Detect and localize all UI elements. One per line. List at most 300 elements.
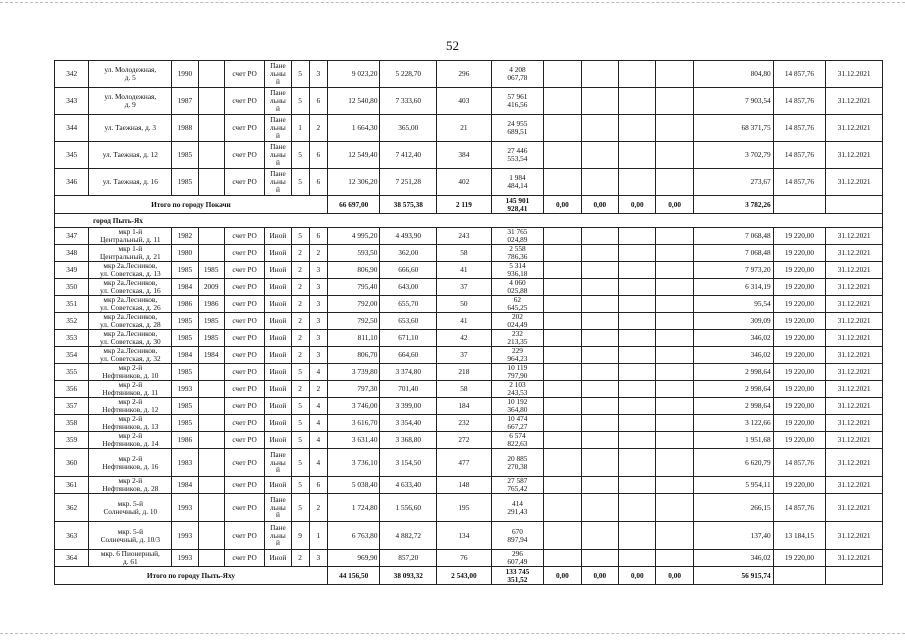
table-cell: счет РО: [224, 381, 264, 398]
table-cell: [198, 61, 224, 88]
table-cell: [656, 279, 693, 296]
table-cell: 2: [291, 550, 309, 567]
table-cell: счет РО: [224, 169, 264, 196]
table-cell: [544, 449, 581, 477]
table-cell: [198, 88, 224, 115]
table-row: [55, 432, 883, 449]
table-cell: счет РО: [224, 477, 264, 494]
table-cell: 670 897,94: [491, 522, 544, 550]
table-cell: мкр 2-й Нефтяников, д. 10: [89, 364, 172, 381]
table-cell: [581, 381, 618, 398]
table-cell: 266,15: [693, 494, 773, 522]
table-cell: [619, 142, 656, 169]
table-cell: 1 724,80: [327, 494, 380, 522]
table-cell: [581, 550, 618, 567]
table-cell: 5: [291, 61, 309, 88]
table-cell: [619, 347, 656, 364]
table-cell: 3: [309, 296, 327, 313]
table-cell: 19 220,00: [773, 296, 826, 313]
table-row: [55, 477, 883, 494]
table-cell: [544, 296, 581, 313]
table-cell: 31.12.2021: [826, 313, 883, 330]
table-cell: [656, 262, 693, 279]
total-cell: [773, 567, 826, 585]
total-cell: 2 543,00: [437, 567, 492, 585]
table-cell: 2: [291, 296, 309, 313]
table-cell: 811,10: [327, 330, 380, 347]
table-cell: 14 857,76: [773, 449, 826, 477]
total-cell: 66 697,00: [327, 196, 380, 214]
table-cell: мкр 2а.Лесников, ул. Советская, д. 26: [89, 296, 172, 313]
table-cell: Иной: [265, 415, 291, 432]
table-cell: 1: [291, 115, 309, 142]
table-cell: 3: [309, 313, 327, 330]
table-cell: 7 973,20: [693, 262, 773, 279]
table-cell: 4 493,90: [380, 228, 437, 245]
table-cell: [544, 494, 581, 522]
table-cell: Иной: [265, 228, 291, 245]
table-cell: 363: [55, 522, 89, 550]
table-row: [55, 550, 883, 567]
table-cell: счет РО: [224, 415, 264, 432]
table-cell: 5 228,70: [380, 61, 437, 88]
table-cell: 2 558 786,36: [491, 245, 544, 262]
table-cell: 4: [309, 432, 327, 449]
table-row: [55, 228, 883, 245]
table-cell: мкр 2а.Лесников, ул. Советская, д. 32: [89, 347, 172, 364]
table-cell: 1987: [172, 88, 198, 115]
table-cell: 14 857,76: [773, 169, 826, 196]
table-cell: 31 765 024,89: [491, 228, 544, 245]
table-cell: 3 616,70: [327, 415, 380, 432]
scan-edge-top: [0, 2, 905, 3]
table-cell: [198, 522, 224, 550]
table-cell: 795,40: [327, 279, 380, 296]
table-row: [55, 415, 883, 432]
table-cell: 296: [437, 61, 492, 88]
table-cell: Иной: [265, 279, 291, 296]
total-cell: 0,00: [544, 196, 581, 214]
table-cell: [198, 398, 224, 415]
table-cell: 969,90: [327, 550, 380, 567]
table-cell: 1986: [172, 296, 198, 313]
table-cell: 31.12.2021: [826, 330, 883, 347]
table-cell: 19 220,00: [773, 477, 826, 494]
table-cell: [619, 449, 656, 477]
table-cell: 6: [309, 142, 327, 169]
table-cell: Иной: [265, 262, 291, 279]
table-cell: [656, 61, 693, 88]
table-cell: 384: [437, 142, 492, 169]
table-row: [55, 398, 883, 415]
table-cell: Пане льны й: [265, 449, 291, 477]
table-cell: 1985: [198, 330, 224, 347]
table-cell: 148: [437, 477, 492, 494]
table-cell: 3 736,10: [327, 449, 380, 477]
table-cell: [544, 415, 581, 432]
table-cell: 6: [309, 88, 327, 115]
table-cell: 6: [309, 228, 327, 245]
table-cell: [656, 347, 693, 364]
table-cell: 10 474 667,27: [491, 415, 544, 432]
table-cell: 359: [55, 432, 89, 449]
table-cell: [656, 330, 693, 347]
table-cell: 1986: [198, 296, 224, 313]
table-cell: [544, 115, 581, 142]
table-cell: [544, 330, 581, 347]
table-cell: [544, 313, 581, 330]
table-cell: 3 154,50: [380, 449, 437, 477]
table-cell: 1983: [172, 449, 198, 477]
total-row: [55, 567, 883, 585]
table-cell: 10 192 364,80: [491, 398, 544, 415]
table-cell: [581, 262, 618, 279]
table-cell: 2: [291, 381, 309, 398]
table-cell: 5: [291, 432, 309, 449]
table-cell: 806,70: [327, 347, 380, 364]
table-row: [55, 347, 883, 364]
table-cell: 31.12.2021: [826, 88, 883, 115]
table-cell: Иной: [265, 364, 291, 381]
table-cell: 31.12.2021: [826, 347, 883, 364]
table-cell: 5: [291, 494, 309, 522]
table-cell: 362: [55, 494, 89, 522]
table-cell: 1985: [172, 169, 198, 196]
table-cell: 1984: [172, 477, 198, 494]
table-cell: [198, 364, 224, 381]
total-cell: 0,00: [581, 567, 618, 585]
table-cell: Пане льны й: [265, 169, 291, 196]
table-cell: [619, 432, 656, 449]
table-cell: Пане льны й: [265, 494, 291, 522]
table-row: [55, 522, 883, 550]
table-cell: [544, 142, 581, 169]
table-cell: 353: [55, 330, 89, 347]
table-cell: 2: [309, 381, 327, 398]
table-cell: [581, 142, 618, 169]
table-cell: 358: [55, 415, 89, 432]
table-cell: [581, 398, 618, 415]
city-name: город Пыть-Ях: [55, 214, 883, 228]
table-cell: 4: [309, 398, 327, 415]
table-cell: мкр. 5-й Солнечный, д. 10/3: [89, 522, 172, 550]
table-cell: счет РО: [224, 262, 264, 279]
table-cell: 76: [437, 550, 492, 567]
total-cell: 2 119: [437, 196, 492, 214]
table-cell: [581, 364, 618, 381]
scan-edge-bottom: [0, 633, 905, 634]
table-cell: 12 540,80: [327, 88, 380, 115]
table-cell: [544, 228, 581, 245]
table-cell: 1: [309, 522, 327, 550]
total-label: Итого по городу Покачи: [55, 196, 328, 214]
total-cell: 38 093,32: [380, 567, 437, 585]
table-cell: 1993: [172, 550, 198, 567]
total-cell: 0,00: [581, 196, 618, 214]
table-cell: [619, 88, 656, 115]
table-cell: мкр 2-й Нефтяников, д. 12: [89, 398, 172, 415]
table-cell: Иной: [265, 432, 291, 449]
table-cell: [619, 477, 656, 494]
table-cell: 1985: [172, 364, 198, 381]
table-cell: Пане льны й: [265, 61, 291, 88]
table-cell: 6 763,80: [327, 522, 380, 550]
table-cell: 1988: [172, 115, 198, 142]
table-cell: [656, 88, 693, 115]
table-cell: 3 122,66: [693, 415, 773, 432]
table-cell: [619, 296, 656, 313]
table-cell: 1 664,30: [327, 115, 380, 142]
table-cell: счет РО: [224, 550, 264, 567]
table-cell: 4: [309, 449, 327, 477]
table-row: [55, 364, 883, 381]
table-cell: мкр 2-й Нефтяников, д. 16: [89, 449, 172, 477]
table-cell: [198, 449, 224, 477]
table-cell: [544, 347, 581, 364]
table-cell: мкр 2а.Лесников, ул. Советская, д. 30: [89, 330, 172, 347]
table-cell: [198, 415, 224, 432]
table-cell: [619, 262, 656, 279]
table-cell: 1985: [172, 415, 198, 432]
table-cell: 31.12.2021: [826, 262, 883, 279]
table-cell: [656, 522, 693, 550]
table-cell: 1984: [172, 279, 198, 296]
table-cell: мкр 2-й Нефтяников, д. 28: [89, 477, 172, 494]
total-cell: 0,00: [656, 196, 693, 214]
table-cell: 14 857,76: [773, 142, 826, 169]
table-cell: 354: [55, 347, 89, 364]
table-cell: 2: [309, 245, 327, 262]
table-row: [55, 494, 883, 522]
table-cell: 3: [309, 262, 327, 279]
table-cell: [544, 477, 581, 494]
table-cell: Иной: [265, 245, 291, 262]
table-cell: 57 961 416,56: [491, 88, 544, 115]
table-cell: [656, 415, 693, 432]
table-cell: 1985: [172, 313, 198, 330]
table-cell: 41: [437, 262, 492, 279]
table-cell: Пане льны й: [265, 522, 291, 550]
table-cell: [656, 115, 693, 142]
table-cell: 3: [309, 279, 327, 296]
table-cell: счет РО: [224, 245, 264, 262]
table-cell: [544, 245, 581, 262]
table-cell: [656, 494, 693, 522]
table-cell: 2: [291, 347, 309, 364]
table-cell: 1984: [198, 347, 224, 364]
total-cell: 133 745 351,52: [491, 567, 544, 585]
table-row: [55, 330, 883, 347]
table-cell: 58: [437, 245, 492, 262]
table-cell: 347: [55, 228, 89, 245]
table-cell: 1985: [172, 398, 198, 415]
table-cell: [656, 381, 693, 398]
table-cell: [619, 494, 656, 522]
table-cell: 137,40: [693, 522, 773, 550]
table-cell: 3: [309, 61, 327, 88]
table-cell: 195: [437, 494, 492, 522]
table-cell: 1985: [198, 313, 224, 330]
table-cell: [656, 169, 693, 196]
city-header-row: [55, 214, 883, 228]
table-cell: 3 746,00: [327, 398, 380, 415]
table-cell: Иной: [265, 296, 291, 313]
table-cell: 653,60: [380, 313, 437, 330]
table-cell: [656, 477, 693, 494]
table-cell: 62 645,25: [491, 296, 544, 313]
table-cell: [581, 477, 618, 494]
table-cell: 31.12.2021: [826, 228, 883, 245]
table-cell: [619, 364, 656, 381]
table-cell: 184: [437, 398, 492, 415]
table-cell: ул. Молодежная, д. 9: [89, 88, 172, 115]
table-cell: 272: [437, 432, 492, 449]
table-cell: счет РО: [224, 228, 264, 245]
total-cell: 44 156,50: [327, 567, 380, 585]
table-cell: 42: [437, 330, 492, 347]
table-cell: 1993: [172, 522, 198, 550]
table-cell: 351: [55, 296, 89, 313]
table-cell: 6: [309, 169, 327, 196]
table-cell: счет РО: [224, 313, 264, 330]
table-cell: [619, 279, 656, 296]
table-cell: 7 068,48: [693, 228, 773, 245]
table-cell: [544, 364, 581, 381]
total-cell: [826, 567, 883, 585]
table-cell: [544, 522, 581, 550]
table-cell: 343: [55, 88, 89, 115]
total-cell: 3 782,26: [693, 196, 773, 214]
table-cell: [581, 245, 618, 262]
table-cell: 19 220,00: [773, 279, 826, 296]
table-cell: 68 371,75: [693, 115, 773, 142]
table-cell: мкр 1-й Центральный, д. 11: [89, 228, 172, 245]
table-cell: [656, 245, 693, 262]
table-row: [55, 262, 883, 279]
table-cell: [581, 415, 618, 432]
table-cell: [619, 550, 656, 567]
table-cell: 21: [437, 115, 492, 142]
table-cell: [581, 296, 618, 313]
table-cell: 9 023,20: [327, 61, 380, 88]
table-cell: [581, 115, 618, 142]
table-row: [55, 313, 883, 330]
table-cell: 804,80: [693, 61, 773, 88]
table-cell: [198, 228, 224, 245]
table-cell: ул. Таежная, д. 12: [89, 142, 172, 169]
table-cell: [198, 245, 224, 262]
table-cell: 273,67: [693, 169, 773, 196]
table-cell: 14 857,76: [773, 61, 826, 88]
table-cell: 1980: [172, 245, 198, 262]
table-cell: [581, 169, 618, 196]
table-cell: 5: [291, 228, 309, 245]
table-cell: 3: [309, 550, 327, 567]
table-cell: мкр 2-й Нефтяников, д. 13: [89, 415, 172, 432]
table-cell: [581, 330, 618, 347]
table-cell: 31.12.2021: [826, 415, 883, 432]
table-cell: [198, 477, 224, 494]
table-cell: 403: [437, 88, 492, 115]
table-cell: 2 998,64: [693, 398, 773, 415]
table-cell: 31.12.2021: [826, 522, 883, 550]
table-cell: мкр 1-й Центральный, д. 21: [89, 245, 172, 262]
total-cell: 0,00: [656, 567, 693, 585]
table-cell: 5: [291, 449, 309, 477]
table-cell: 792,00: [327, 296, 380, 313]
table-cell: 5: [291, 169, 309, 196]
table-cell: 4: [309, 415, 327, 432]
table-cell: 309,09: [693, 313, 773, 330]
table-cell: Иной: [265, 398, 291, 415]
table-cell: мкр 2а.Лесников, ул. Советская, д. 16: [89, 279, 172, 296]
table-cell: 1 951,68: [693, 432, 773, 449]
table-cell: 655,70: [380, 296, 437, 313]
table-cell: 7 333,60: [380, 88, 437, 115]
table-cell: [656, 449, 693, 477]
table-cell: 37: [437, 347, 492, 364]
table-row: [55, 381, 883, 398]
table-cell: счет РО: [224, 88, 264, 115]
table-row: [55, 88, 883, 115]
table-row: [55, 169, 883, 196]
table-cell: 5: [291, 142, 309, 169]
table-cell: 19 220,00: [773, 550, 826, 567]
table-cell: 19 220,00: [773, 330, 826, 347]
table-cell: [581, 228, 618, 245]
table-cell: 19 220,00: [773, 381, 826, 398]
table-cell: 14 857,76: [773, 115, 826, 142]
table-cell: мкр 2-й Нефтяников, д. 11: [89, 381, 172, 398]
table-cell: 31.12.2021: [826, 296, 883, 313]
table-cell: 2: [291, 245, 309, 262]
table-cell: 1990: [172, 61, 198, 88]
table-cell: счет РО: [224, 296, 264, 313]
table-cell: счет РО: [224, 364, 264, 381]
table-cell: [656, 432, 693, 449]
table-cell: 4 060 025,88: [491, 279, 544, 296]
table-cell: [656, 296, 693, 313]
table-cell: 414 291,43: [491, 494, 544, 522]
table-cell: 31.12.2021: [826, 61, 883, 88]
table-cell: Пане льны й: [265, 142, 291, 169]
table-cell: 346,02: [693, 550, 773, 567]
table-row: [55, 245, 883, 262]
table-cell: 2 103 243,53: [491, 381, 544, 398]
table-cell: 356: [55, 381, 89, 398]
table-cell: 31.12.2021: [826, 245, 883, 262]
table-cell: [581, 432, 618, 449]
table-cell: 6: [309, 477, 327, 494]
table-cell: 6 314,19: [693, 279, 773, 296]
table-cell: 2 998,64: [693, 364, 773, 381]
table-cell: 4 208 067,78: [491, 61, 544, 88]
table-cell: 857,20: [380, 550, 437, 567]
table-cell: 806,90: [327, 262, 380, 279]
table-cell: Иной: [265, 477, 291, 494]
table-cell: 477: [437, 449, 492, 477]
table-cell: 346,02: [693, 347, 773, 364]
table-cell: [198, 432, 224, 449]
table-cell: [544, 262, 581, 279]
table-cell: [544, 550, 581, 567]
table-cell: [619, 381, 656, 398]
table-cell: 350: [55, 279, 89, 296]
table-cell: 2: [309, 115, 327, 142]
table-cell: [619, 330, 656, 347]
table-cell: 5: [291, 415, 309, 432]
table-cell: [619, 115, 656, 142]
